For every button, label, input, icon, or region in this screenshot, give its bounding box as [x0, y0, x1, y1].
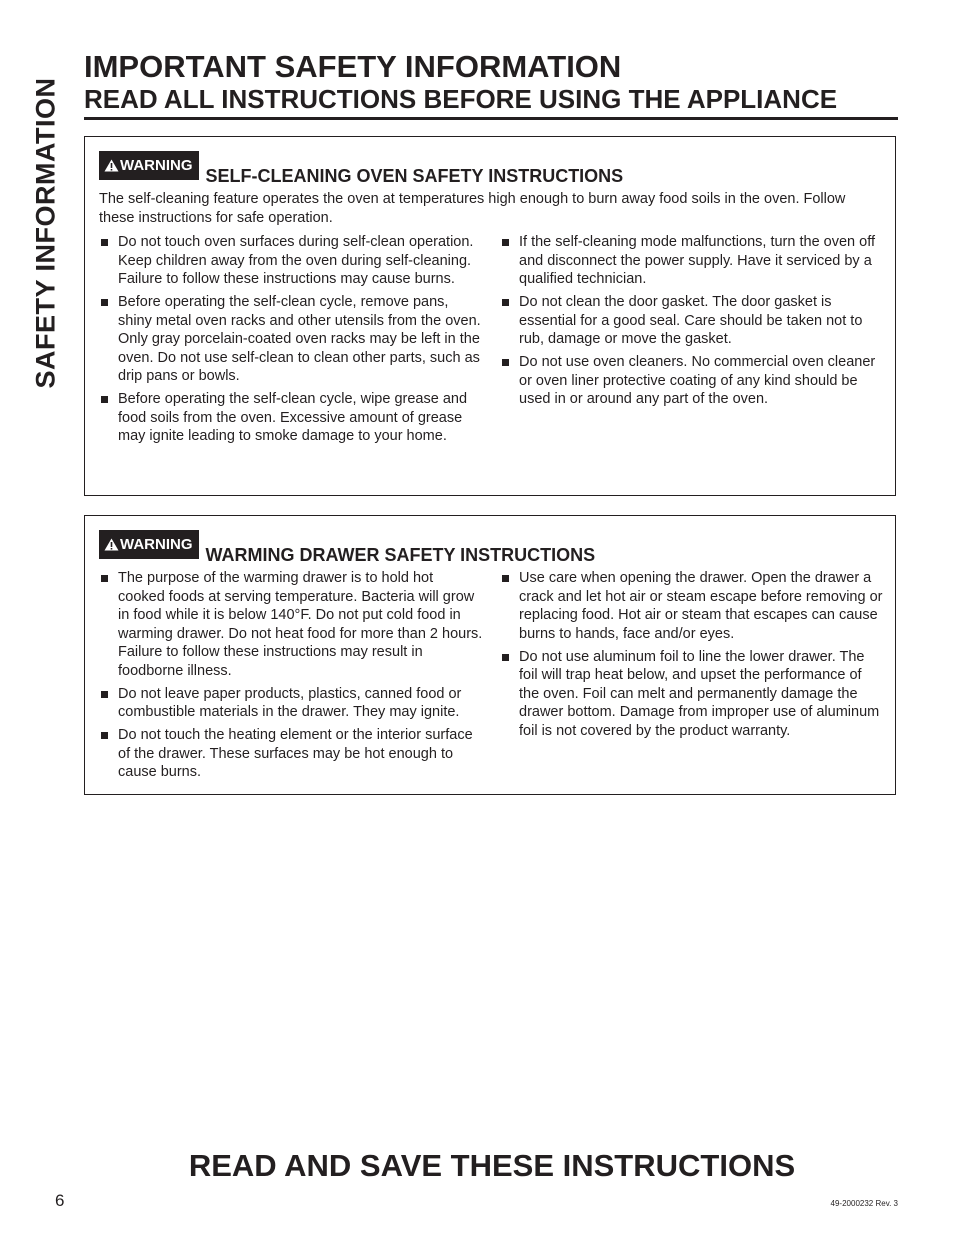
header-rule	[84, 117, 898, 120]
bullet-square-icon	[101, 732, 108, 739]
warning-triangle-icon	[104, 538, 119, 551]
list-item: Do not clean the door gasket. The door gasket is essential for a good seal. Care should be taken not to rub, damage or move the gasket.	[500, 293, 882, 349]
warning-badge	[99, 530, 199, 559]
section-header	[99, 151, 624, 186]
footer-title: READ AND SAVE THESE INSTRUCTIONS	[188, 1148, 796, 1183]
left-column-list	[99, 569, 483, 786]
warming-drawer-section	[84, 515, 896, 795]
side-tab-label: SAFETY INFORMATION	[30, 77, 61, 389]
warning-label: WARNING	[120, 536, 193, 553]
list-item: Do not touch the heating element or the interior surface of the drawer. These surfaces may be hot enough to cause burns.	[99, 726, 483, 782]
list-item: Do not touch oven surfaces during self-clean operation. Keep children away from the oven during self-cleaning. Failure to follow these instructions may cause burns.	[99, 233, 481, 289]
list-item: Do not use oven cleaners. No commercial oven cleaner or oven liner protective coating of any kind should be used in or around any part of the oven.	[500, 353, 882, 409]
section-intro: The self-cleaning feature operates the oven at temperatures high enough to burn away food soils in the oven. Follow these instructions for safe operation.	[99, 191, 846, 226]
bullet-square-icon	[101, 239, 108, 246]
list-item: The purpose of the warming drawer is to hold hot cooked foods at serving temperature. Bacteria will grow in food while it is below 140°F. Do not put cold food in warming drawer. Do not heat food for more than 2 hours. Failure to follow these instructions may result in foodborne illness.	[99, 569, 483, 680]
page-number: 6	[55, 1191, 65, 1210]
self-clean-section	[84, 136, 896, 496]
list-item: If the self-cleaning mode malfunctions, turn the oven off and disconnect the power supply. Have it serviced by a qualified technician.	[500, 233, 882, 289]
list-item: Do not use aluminum foil to line the lower drawer. The foil will trap heat below, and upset the performance of the oven. Foil can melt and permanently damage the drawer bottom. Damage from improper use of aluminum foil is not covered by the product warranty.	[500, 648, 884, 741]
bullet-square-icon	[502, 239, 509, 246]
bullet-square-icon	[502, 359, 509, 366]
bullet-square-icon	[101, 396, 108, 403]
right-column-list	[500, 569, 884, 745]
section-header	[99, 530, 596, 565]
warning-badge	[99, 151, 199, 180]
bullet-square-icon	[101, 299, 108, 306]
list-item: Before operating the self-clean cycle, wipe grease and food soils from the oven. Excessive amount of grease may ignite leading to smoke damage to your home.	[99, 390, 481, 446]
right-column-list	[500, 233, 882, 413]
left-column-list	[99, 233, 481, 450]
page-title: IMPORTANT SAFETY INFORMATION	[84, 49, 622, 84]
section-title: SELF-CLEANING OVEN SAFETY INSTRUCTIONS	[205, 166, 624, 186]
list-item: Use care when opening the drawer. Open the drawer a crack and let hot air or steam escape before removing or replacing food. Hot air or steam that escapes can cause burns to hands, face and/or eyes.	[500, 569, 884, 643]
bullet-square-icon	[502, 654, 509, 661]
side-tab	[28, 58, 64, 408]
bullet-square-icon	[502, 575, 509, 582]
warning-label: WARNING	[120, 157, 193, 174]
document-number: 49-2000232 Rev. 3	[830, 1199, 898, 1208]
page-subtitle: READ ALL INSTRUCTIONS BEFORE USING THE APPLIANCE	[84, 84, 838, 114]
list-item: Before operating the self-clean cycle, remove pans, shiny metal oven racks and other utensils from the oven. Only gray porcelain-coated oven racks may be left in the oven. Do not use self-clean to clean other parts, such as drip pans or bowls.	[99, 293, 481, 386]
list-item: Do not leave paper products, plastics, canned food or combustible materials in the drawer. They may ignite.	[99, 685, 483, 722]
section-title: WARMING DRAWER SAFETY INSTRUCTIONS	[205, 545, 596, 565]
bullet-square-icon	[502, 299, 509, 306]
warning-triangle-icon	[104, 159, 119, 172]
bullet-square-icon	[101, 575, 108, 582]
bullet-square-icon	[101, 691, 108, 698]
